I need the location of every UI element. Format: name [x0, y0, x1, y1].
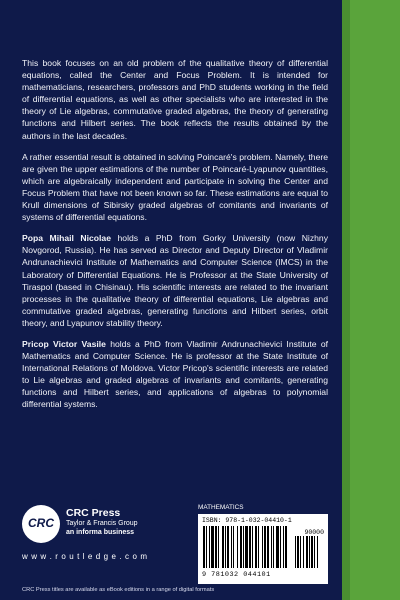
barcode-bar	[258, 526, 259, 568]
barcode-bar	[285, 526, 287, 568]
addon-bar	[300, 536, 301, 568]
publisher-tagline: an informa business	[66, 529, 135, 536]
barcode-bar	[237, 526, 238, 568]
author-bio-text-2: holds a PhD from Vladimir Andrunachievici Institute of Mathematics and Computer Science. He is professor at the State Institute of International Relations of Moldova. Victor Pricop's scientific interests are related to Lie algebras and graded algebras of invariants and comitants, generating functions and Hilbert series, and applications of algebras to polynomial differential systems.	[22, 338, 328, 410]
stripe-edge	[342, 0, 350, 600]
barcode-bar	[243, 526, 244, 568]
price-code: 90000	[304, 529, 324, 536]
logo-mark-text: CRC	[28, 516, 54, 530]
barcode-bar	[240, 526, 242, 568]
barcode-bar	[264, 526, 266, 568]
barcode-bar	[273, 526, 274, 568]
barcode-bar	[233, 526, 234, 568]
barcode-bar	[267, 526, 269, 568]
author-name-1: Popa Mihail Nicolae	[22, 233, 111, 244]
crc-logo-icon	[22, 505, 60, 543]
barcode-bar	[255, 526, 257, 568]
barcode-bar	[211, 526, 214, 568]
author-bio-1	[22, 232, 328, 329]
barcode-bar	[245, 526, 248, 568]
author-bio-text-1: holds a PhD from Gorky University (now Nizhny Novgorod, Russia). He has served as Director and Deputy Director of Vladimir Andrunachievici Institute of Mathematics and Computer Science (IMCS) in the Laboratory of Differential Equations. He is Professor at the State University of Tiraspol (based in Chisinau). His scientific interests are related to the invariant processes in the qualitative theory of differential equations, Lie algebras and commutative graded algebras, generating functions and Hilbert series, orbit theory, and Lyapunov stability theory.	[22, 233, 328, 328]
barcode-bar	[218, 526, 219, 568]
cover-text	[22, 57, 328, 420]
addon-bar	[317, 536, 318, 568]
addon-bar	[303, 536, 304, 568]
publisher-name: CRC Press	[66, 507, 121, 519]
description-paragraph-1: This book focuses on an old problem of the qualitative theory of differential equations, called the Center and Focus Problem. It is intended for mathematicians, researchers, professors and PhD students working in the field of differential equations, as well as other specialists who are interested in the theory of Lie algebras, commutative graded algebras, the theory of generating functions and Hilbert series. The book reflects the results obtained by the authors in the last decades.	[22, 58, 328, 141]
barcode-bar	[222, 526, 224, 568]
crc-press-logo	[22, 505, 172, 575]
barcode-bar	[271, 526, 272, 568]
addon-bar	[309, 536, 310, 568]
barcode-bar	[203, 526, 205, 568]
addon-bar	[306, 536, 308, 568]
addon-bar	[311, 536, 313, 568]
isbn-barcode-block	[198, 504, 329, 584]
author-name-2: Pricop Victor Vasile	[22, 338, 106, 349]
publisher-brand	[66, 507, 138, 537]
barcode-bar	[276, 526, 279, 568]
publisher-website: w w w . r o u t l e d g e . c o m	[22, 552, 148, 561]
barcode-bar	[262, 526, 263, 568]
barcode-bars	[203, 526, 321, 568]
author-bio-2	[22, 338, 328, 411]
barcode-number: 9 781032 044101	[202, 571, 271, 579]
barcode-bar	[280, 526, 281, 568]
barcode-bar	[283, 526, 284, 568]
barcode-bar	[249, 526, 251, 568]
subject-category: MATHEMATICS	[198, 504, 244, 511]
publisher-group: Taylor & Francis Group	[66, 520, 138, 527]
barcode-panel	[198, 514, 328, 584]
green-spine-stripe	[342, 0, 400, 600]
barcode-bar	[209, 526, 210, 568]
barcode-bar	[206, 526, 207, 568]
barcode-bar	[227, 526, 229, 568]
addon-bar	[297, 536, 299, 568]
barcode-bar	[252, 526, 253, 568]
description-paragraph-2: A rather essential result is obtained in solving Poincaré's problem. Namely, there are given the upper estimations of the number of Poincaré-Lyapunov quantities, which are algebraically independent and participate in solving the Center and Focus Problem that have not been known so far. These estimations are equal to Krull dimensions of Sibirsky graded algebras of comitants and invariants of systems of differential equations.	[22, 151, 328, 223]
barcode-bar	[231, 526, 232, 568]
addon-bar	[295, 536, 296, 568]
ebook-availability-note: CRC Press titles are available as eBook editions in a range of digital formats	[22, 587, 215, 593]
addon-bar	[314, 536, 315, 568]
barcode-bar	[215, 526, 217, 568]
barcode-bar	[225, 526, 226, 568]
isbn-text: ISBN: 978-1-032-04410-1	[202, 517, 292, 524]
